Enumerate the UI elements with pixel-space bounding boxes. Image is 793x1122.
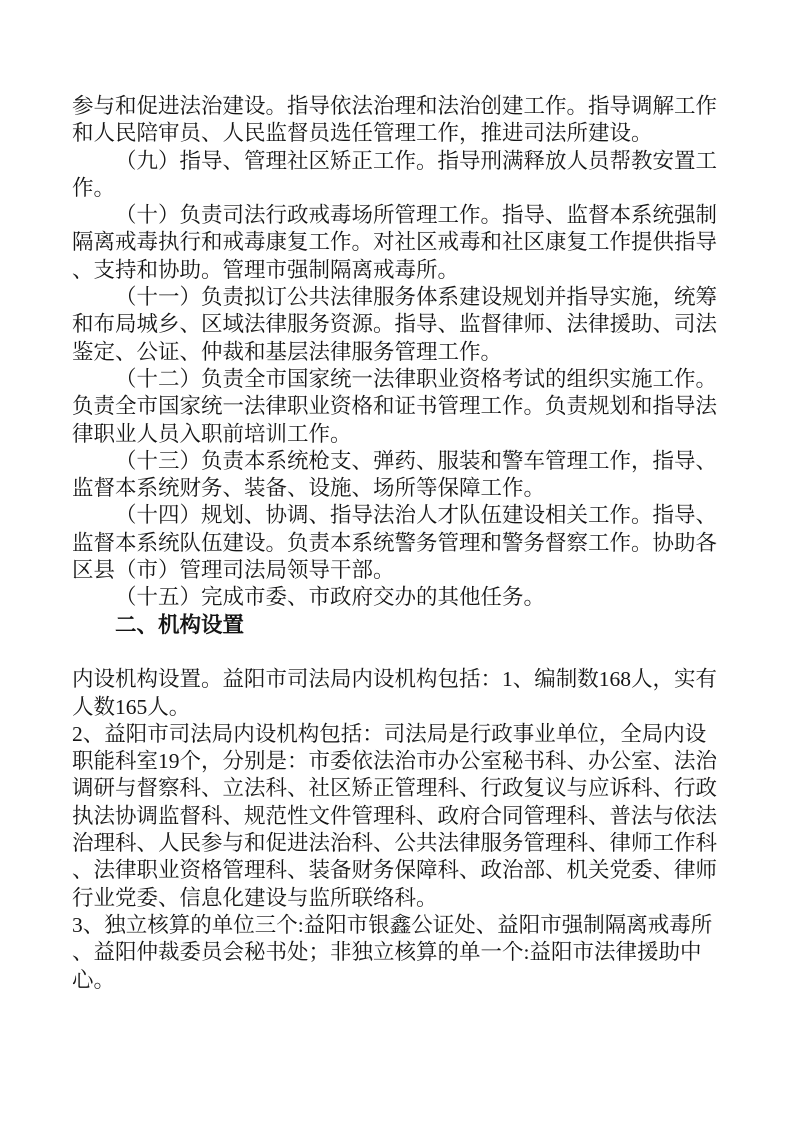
document-text-block	[72, 93, 732, 994]
text-line: 区县（市）管理司法局领导干部。	[72, 558, 395, 583]
text-line: 参与和促进法治建设。指导依法治理和法治创建工作。指导调解工作	[72, 94, 718, 118]
paragraph-start-item-9: （九）指导、管理社区矫正工作。指导刑满释放人员帮教安置工	[115, 148, 718, 173]
text-line: 隔离戒毒执行和戒毒康复工作。对社区戒毒和社区康复工作提供指导	[72, 230, 718, 255]
text-line: 作。	[72, 175, 116, 200]
text-line: 2、益阳市司法局内设机构包括：司法局是行政事业单位，全局内设	[72, 721, 707, 746]
paragraph-start-item-11: （十一）负责拟订公共法律服务体系建设规划并指导实施，统筹	[115, 285, 718, 310]
text-line: 3、独立核算的单位三个:益阳市银鑫公证处、益阳市强制隔离戒毒所	[72, 912, 713, 937]
paragraph-start-item-14: （十四）规划、协调、指导法治人才队伍建设相关工作。指导、	[115, 503, 718, 528]
text-line: 人数165人。	[72, 694, 191, 719]
section-heading-organization: 二、机构设置	[115, 612, 245, 637]
text-line: 监督本系统财务、装备、设施、场所等保障工作。	[72, 476, 546, 501]
text-line: 治理科、人民参与和促进法治科、公共法律服务管理科、律师工作科	[72, 831, 718, 856]
text-line: 、法律职业资格管理科、装备财务保障科、政治部、机关党委、律师	[72, 858, 718, 883]
text-line: 执法协调监督科、规范性文件管理科、政府合同管理科、普法与依法	[72, 803, 718, 828]
paragraph-start-item-10: （十）负责司法行政戒毒场所管理工作。指导、监督本系统强制	[115, 203, 718, 228]
paragraph-start-item-12: （十二）负责全市国家统一法律职业资格考试的组织实施工作。	[115, 366, 718, 391]
text-line: 心。	[72, 967, 116, 992]
text-line: 职能科室19个，分别是：市委依法治市办公室秘书科、办公室、法治	[72, 749, 718, 774]
text-line: 鉴定、公证、仲裁和基层法律服务管理工作。	[72, 339, 503, 364]
text-line: 调研与督察科、立法科、社区矫正管理科、行政复议与应诉科、行政	[72, 776, 718, 801]
text-line: 律职业人员入职前培训工作。	[72, 421, 352, 446]
paragraph-start-item-13: （十三）负责本系统枪支、弹药、服装和警车管理工作，指导、	[115, 448, 718, 473]
text-line: 、益阳仲裁委员会秘书处；非独立核算的单一个:益阳市法律援助中	[72, 940, 702, 965]
text-line: 负责全市国家统一法律职业资格和证书管理工作。负责规划和指导法	[72, 394, 718, 419]
blank-line	[72, 639, 732, 666]
text-line: 和布局城乡、区域法律服务资源。指导、监督律师、法律援助、司法	[72, 312, 718, 337]
paragraph-start-item-15: （十五）完成市委、市政府交办的其他任务。	[115, 585, 546, 610]
text-line: 行业党委、信息化建设与监所联络科。	[72, 885, 438, 910]
text-line: 和人民陪审员、人民监督员选任管理工作，推进司法所建设。	[72, 121, 653, 146]
text-line: 、支持和协助。管理市强制隔离戒毒所。	[72, 257, 460, 282]
text-line: 监督本系统队伍建设。负责本系统警务管理和警务督察工作。协助各	[72, 530, 718, 555]
text-line: 内设机构设置。益阳市司法局内设机构包括：1、编制数168人，实有	[72, 667, 718, 692]
